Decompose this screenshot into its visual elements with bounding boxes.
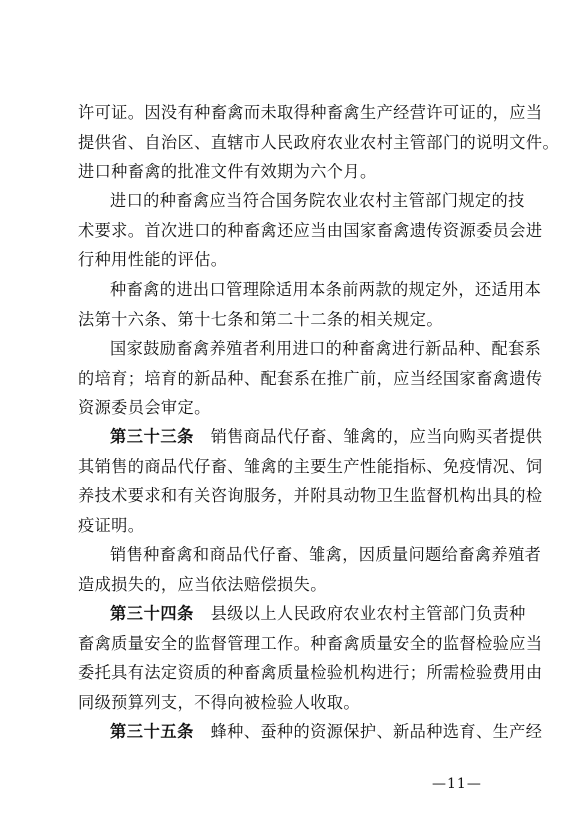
text-line: 许可证。因没有种畜禽而未取得种畜禽生产经营许可证的，应当 — [78, 103, 543, 122]
article-heading: 第三十四条 — [110, 604, 194, 623]
text-line: 同级预算列支，不得向被检验人收取。 — [78, 692, 360, 712]
article-35 — [78, 717, 543, 747]
text-line: 的培育；培育的新品种、配套系在推广前，应当经国家畜禽遗传 — [78, 368, 543, 388]
text-line: 其销售的商品代仔畜、雏禽的主要生产性能指标、免疫情况、饲 — [78, 456, 543, 476]
text-line: 委托具有法定资质的种畜禽质量检验机构进行；所需检验费用由 — [78, 663, 543, 682]
text-line — [78, 599, 526, 629]
text-line: 资源委员会审定。 — [78, 398, 211, 417]
text-line: 术要求。首次进口的种畜禽还应当由国家畜禽遗传资源委员会进 — [78, 220, 543, 240]
page-number: —11— — [432, 776, 482, 792]
paragraph — [78, 186, 543, 275]
text-line: 行种用性能的评估。 — [78, 250, 228, 269]
article-33 — [78, 422, 543, 540]
article-text: 县级以上人民政府农业农村主管部门负责种 — [210, 604, 526, 623]
text-line: 养技术要求和有关咨询服务，并附具动物卫生监督机构出具的检 — [78, 486, 543, 505]
article-heading: 第三十三条 — [110, 427, 194, 446]
text-line: 国家鼓励畜禽养殖者利用进口的种畜禽进行新品种、配套系 — [110, 339, 542, 358]
text-line: 法第十六条、第十七条和第二十二条的相关规定。 — [78, 309, 443, 329]
article-34 — [78, 599, 543, 717]
article-text: 蜂种、蚕种的资源保护、新品种选育、生产经 — [210, 722, 543, 741]
text-line: 疫证明。 — [78, 515, 145, 535]
text-line: 进口种畜禽的批准文件有效期为六个月。 — [78, 162, 377, 181]
text-line: 种畜禽的进出口管理除适用本条前两款的规定外，还适用本 — [110, 280, 542, 299]
text-line: 畜禽质量安全的监督管理工作。种畜禽质量安全的监督检验应当 — [78, 633, 543, 653]
text-line: 造成损失的，应当依法赔偿损失。 — [78, 574, 327, 594]
text-line: 提供省、自治区、直辖市人民政府农业农村主管部门的说明文件。 — [78, 132, 560, 152]
text-line: 进口的种畜禽应当符合国务院农业农村主管部门规定的技 — [110, 191, 525, 210]
paragraph — [78, 275, 542, 334]
text-line — [78, 422, 543, 452]
text-line — [78, 717, 543, 747]
paragraph — [78, 540, 542, 599]
article-heading: 第三十五条 — [110, 722, 194, 741]
paragraph — [78, 334, 543, 423]
text-line: 销售种畜禽和商品代仔畜、雏禽，因质量问题给畜禽养殖者 — [110, 545, 542, 564]
paragraph — [78, 98, 560, 187]
article-text: 销售商品代仔畜、雏禽的，应当向购买者提供 — [210, 427, 543, 446]
